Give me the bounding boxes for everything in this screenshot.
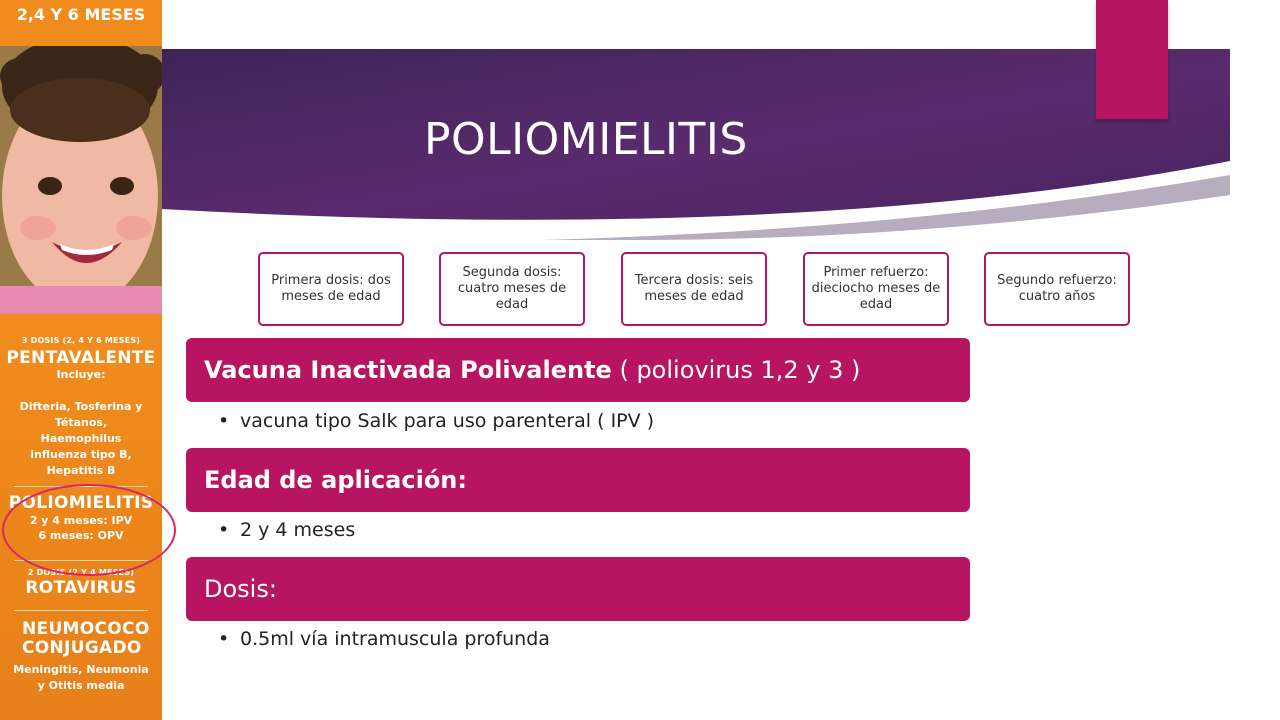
pentavalente-doses: 3 DOSIS (2, 4 Y 6 MESES)	[21, 336, 141, 345]
bullet-text: vacuna tipo Salk para uso parenteral ( IPV )	[240, 410, 655, 432]
bullet-icon: •	[218, 519, 230, 541]
section-header-vacuna	[186, 338, 970, 402]
pentavalente-name: PENTAVALENTE	[6, 348, 156, 368]
dose-box-3: Tercera dosis: seis meses de edad	[621, 252, 767, 326]
sidebar-divider	[14, 610, 148, 611]
section-title-bold: Vacuna Inactivada Polivalente	[204, 356, 612, 384]
pentavalente-block	[0, 336, 162, 479]
rotavirus-doses: 2 DOSIS (2 Y 4 MESES)	[27, 568, 135, 577]
dose-box-2: Segunda dosis: cuatro meses de edad	[439, 252, 585, 326]
section-header-dosis	[186, 557, 970, 621]
bullet-item	[218, 628, 550, 650]
section-title-bold: Edad de aplicación:	[204, 466, 467, 494]
neumococo-details: Meningitis, Neumonia y Otitis media	[13, 663, 149, 692]
bullet-item	[218, 410, 654, 432]
neumococo-block	[0, 620, 162, 694]
page-title: POLIOMIELITIS	[424, 114, 748, 165]
dose-box-5: Segundo refuerzo: cuatro años	[984, 252, 1130, 326]
bullet-icon: •	[218, 410, 230, 432]
rotavirus-name: ROTAVIRUS	[25, 578, 137, 598]
polio-name: POLIOMIELITIS	[8, 493, 154, 513]
neumococo-name: NEUMOCOCO CONJUGADO	[22, 619, 150, 658]
sidebar-header: 2,4 Y 6 MESES	[0, 0, 162, 46]
bullet-text: 2 y 4 meses	[240, 519, 356, 541]
section-title-rest: Dosis:	[204, 575, 277, 603]
baby-photo	[0, 46, 162, 314]
polio-line2: 6 meses: OPV	[38, 529, 124, 542]
section-header-edad	[186, 448, 970, 512]
bullet-item	[218, 519, 355, 541]
pentavalente-details: Difteria, Tosferina y Tétanos, Haemophilus influenza tipo B, Hepatitis B	[19, 400, 143, 477]
bullet-icon: •	[218, 628, 230, 650]
sidebar-poster	[0, 0, 162, 720]
pentavalente-includes: Incluye:	[56, 368, 106, 381]
dose-box-1: Primera dosis: dos meses de edad	[258, 252, 404, 326]
accent-tab	[1096, 0, 1168, 119]
dose-box-4: Primer refuerzo: dieciocho meses de edad	[803, 252, 949, 326]
section-title-rest: ( poliovirus 1,2 y 3 )	[611, 356, 861, 384]
baby-illustration	[0, 46, 162, 314]
polio-line1: 2 y 4 meses: IPV	[29, 514, 133, 527]
bullet-text: 0.5ml vía intramuscula profunda	[240, 628, 550, 650]
polio-highlight-ring	[2, 484, 176, 576]
